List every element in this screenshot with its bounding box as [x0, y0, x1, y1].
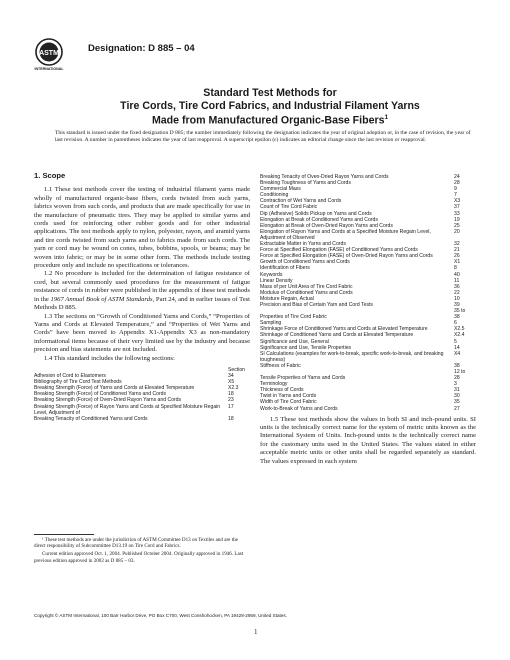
table-row-label: Growth of Conditioned Yarns and Cords	[260, 259, 350, 266]
table-row-label: Stiffness of Fabric	[260, 362, 301, 369]
table-row-label: Modulus of Conditioned Yarns and Cords	[260, 289, 353, 296]
table-row-label: Work-to-Break of Yarns and Cords	[260, 405, 338, 412]
table-row-section: 9	[454, 186, 457, 193]
document-title	[55, 87, 485, 127]
svg-text:ASTM: ASTM	[39, 50, 59, 57]
table-row	[260, 406, 476, 412]
table-row-label: Force at Specified Elongation (FASE) of Oven-Dried Rayon Yarns and Cords	[260, 253, 433, 260]
page-number: 1	[254, 628, 258, 636]
table-row-section: X2.4	[454, 332, 465, 339]
designation: Designation: D 885 – 04	[88, 43, 195, 54]
table-row-section: 22	[454, 289, 460, 296]
table-row-label: Mass of per Unit Area of Tire Cord Fabric	[260, 283, 353, 290]
table-row-label: Thickness of Cords	[260, 387, 304, 394]
table-row-label: SI Calculations (examples for work-to-break, specific work-to-break, and breaking toughness)	[260, 350, 444, 363]
table-row-label: Elongation at Break of Conditioned Yarns and Cords	[260, 216, 378, 223]
table-row-section: 25	[454, 222, 460, 229]
title-footnote-ref: 1	[384, 114, 389, 121]
table-row-label: Breaking Tenacity of Oven-Dried Rayon Yarns and Cords	[260, 174, 389, 180]
logo-text: INTERNATIONAL	[34, 67, 64, 71]
table-row	[260, 351, 476, 363]
scope-heading: 1. Scope	[34, 171, 66, 180]
table-row-section: 20	[454, 228, 460, 235]
table-row-section: 38	[454, 362, 460, 369]
footnote-2: Current edition approved Oct. 1, 2004. Published October 2004. Originally approved in 1946. Last previous edition approved in 2002 as D 885 – 03.	[34, 551, 244, 564]
table-row	[34, 416, 250, 422]
table-row	[34, 404, 250, 416]
section-column-header: Section	[228, 366, 245, 373]
para-1-5: 1.5 These test methods show the values in both SI and inch-pound units. SI units is the technically correct name for the system of metric units known as the International System of Units. Inch-pound units is the technically correct name for the customary units used in the United States. The values stated in either acceptable metric units or other units shall be regarded separately as standard. The values expressed in each system	[260, 415, 476, 465]
table-row-label: Breaking Strength (Force) of Oven-Dried Rayon Yarns and Cords	[34, 397, 182, 404]
left-column	[34, 172, 250, 422]
footnotes	[34, 537, 250, 566]
table-row-section: 8	[454, 265, 457, 272]
footnote-1: ¹ These test methods are under the jurisdiction of ASTM Committee D13 on Textiles and are the direct responsibility of Subcommittee D13.19 on Tire Cord and Fabrics.	[34, 537, 238, 550]
right-column	[260, 174, 476, 466]
astm-logo-icon	[34, 38, 64, 72]
table-row-label: Count of Tire Cord Fabric	[260, 204, 318, 211]
table-row-label: Shrinkage of Conditioned Yarns and Cords at Elevated Temperature	[260, 332, 414, 339]
table-row-section: 3	[454, 381, 457, 388]
table-row-section: 33	[454, 210, 460, 217]
designation-notice: This standard is issued under the fixed designation D 885; the number immediately following the designation indicates the year of original adoption or, in the case of revision, the year of last revision. A number in parentheses indicates the year of last reapproval. A superscript epsilon (ε) indicates an editorial change since the last revision or reapproval.	[55, 130, 471, 143]
table-row-section: 14	[454, 344, 460, 351]
table-row-section: 5	[454, 338, 457, 345]
table-row-section: 18	[228, 415, 234, 422]
para-1-2: 1.2 No procedure is included for the determination of fatigue resistance of cord, but several commonly used procedures for the measurement of fatigue resistance of cords in rubber were published in the appendix of these test methods in the 1967 Annual Book of ASTM Standards, Part 24, and in earlier issues of Test Methods D 885.	[34, 270, 251, 312]
table-row-section: 27	[454, 405, 460, 412]
table-row-label: Breaking Strength (Force) of Rayon Yarns and Cords at Specified Moisture Regain Level, Adjustment of	[34, 403, 221, 416]
table-row-section: 40	[454, 271, 460, 278]
table-row-label: Breaking Strength (Force) of Conditioned Yarns and Cords	[34, 391, 167, 398]
title-line-2: Tire Cords, Tire Cord Fabrics, and Industrial Filament Yarns	[120, 99, 420, 112]
table-row-label: Properties of Tire Cord Fabric	[260, 314, 327, 321]
copyright-line: Copyright © ASTM International, 100 Barr Harbor Drive, PO Box C700, West Conshohocken, PA 19428-2959, United States.	[34, 613, 287, 618]
table-row-label: Bibliography of Tire Cord Test Methods	[34, 379, 122, 386]
table-row-section: 39	[454, 301, 460, 308]
para-1-3: 1.3 The sections on “Growth of Conditioned Yarns and Cords,” “Properties of Yarns and Cords at Elevated Temperature,” and “Properties of Wet Yarns and Cords” have been moved to Appendix X1-Appendix X3 as non-mandatory informational items because of their very limited use by the industry and because precision and bias statements are not included.	[34, 312, 250, 354]
table-row-section: 35	[454, 399, 460, 406]
table-row-label: Breaking Toughness of Yarns and Cords	[260, 180, 351, 187]
table-row-label: Conditioning	[260, 192, 289, 199]
table-row-section: X5	[228, 379, 235, 386]
table-row-section: 28	[454, 180, 460, 187]
table-row-label: Commercial Mass	[260, 186, 301, 193]
table-row-section: 28	[454, 375, 460, 382]
table-row-label: Force at Specified Elongation (FASE) of Conditioned Yarns and Cords	[260, 247, 418, 254]
table-row-label: Identification of Fibers	[260, 265, 310, 272]
table-row-section: 18	[228, 391, 234, 398]
sections-table-right	[260, 174, 476, 412]
table-row-section: 30	[454, 393, 460, 400]
table-row-label: Elongation of Rayon Yarns and Cords at a Specified Moisture Regain Level, Adjustment of Observed	[260, 228, 431, 241]
table-row-label: Sampling	[260, 320, 282, 327]
table-row-section: 32	[454, 241, 460, 248]
table-row-section: 24	[454, 174, 460, 180]
footnote-rule	[34, 534, 94, 535]
table-row-label: Significance and Use, General	[260, 338, 329, 345]
table-row-section: X4	[454, 350, 461, 357]
table-row-label: Precision and Bias of Certain Yarn and Cord Tests	[260, 301, 373, 308]
table-row-label: Shrinkage Force of Conditioned Yarns and Cords at Elevated Temperature	[260, 326, 428, 333]
table-row	[260, 229, 476, 241]
table-row-section: 11	[454, 277, 460, 284]
table-row-label: Adhesion of Cord to Elastomers	[34, 373, 106, 380]
table-row-section: 35 to	[454, 308, 466, 315]
table-row-section: 19	[454, 216, 460, 223]
table-row-label: Elongation at Break of Oven-Dried Rayon Yarns and Cords	[260, 222, 393, 229]
table-row-section: 21	[454, 247, 460, 254]
table-row-label: Keywords	[260, 271, 283, 278]
table-row-section: 34	[228, 373, 234, 380]
table-row-label: Terminology	[260, 381, 288, 388]
table-row-label: Contraction of Wet Yarns and Cords	[260, 198, 342, 205]
table-row-section: X1	[454, 259, 461, 266]
table-row-section: X2.3	[228, 385, 239, 392]
table-row-label: Breaking Strength (Force) of Yarns and Cords at Elevated Temperature	[34, 385, 195, 392]
table-row-label: Extractable Matter in Yarns and Cords	[260, 241, 346, 248]
table-row-section: 17	[228, 403, 234, 410]
sections-table-left	[34, 367, 250, 422]
table-row-section: 31	[454, 387, 460, 394]
table-row-label: Breaking Tenacity of Conditioned Yarns and Cords	[34, 415, 148, 422]
table-row-section: 38	[454, 314, 460, 321]
table-row-section: 37	[454, 204, 460, 211]
table-row-label: Linear Density	[260, 277, 293, 284]
table-row-section: 12 to	[454, 369, 466, 375]
para-1-4: 1.4 This standard includes the following sections:	[44, 354, 175, 362]
table-row-label: Twist in Yarns and Cords	[260, 393, 317, 400]
table-row-section: 36	[454, 283, 460, 290]
title-line-3: Made from Manufactured Organic-Base Fibers$^1$	[151, 114, 389, 127]
table-row-section: 26	[454, 253, 460, 260]
table-row-label: Tensile Properties of Yarns and Cords	[260, 375, 346, 382]
table-row-section: 7	[454, 192, 457, 199]
table-row-section: X3	[454, 198, 461, 205]
table-row-section: 10	[454, 295, 460, 302]
table-row-label: Significance and Use, Tensile Properties	[260, 344, 352, 351]
table-row-label: Moisture Regain, Actual	[260, 295, 314, 302]
table-row-section: X2.5	[454, 326, 465, 333]
title-line-1: Standard Test Methods for	[203, 87, 337, 99]
para-1-1: 1.1 These test methods cover the testing of industrial filament yarns made wholly of manufactured organic-base fibers, cords twisted from such yarns, fabrics woven from such cords, and products that are made specifically for use in the manufacture of pneumatic tires. They may be applied to similar yarns and cords used for reinforcing other rubber goods and for other industrial applications. The test methods apply to nylon, polyester, rayon, and aramid yarns and tire cords twisted from such yarns and to fabrics made from such cords. The yarn or cord may be wound on cones, tubes, bobbins, spools, or beams; may be woven into fabric; or may be in some other form. The methods include testing procedure only and include no specifications or tolerances.	[34, 186, 250, 270]
table-row-label: Width of Tire Cord Fabric	[260, 399, 317, 406]
table-row-section: 23	[228, 397, 234, 404]
table-row-section: 6	[454, 320, 457, 327]
table-row-label: Dip (Adhesive) Solids Pickup on Yarns and Cords	[260, 210, 372, 217]
